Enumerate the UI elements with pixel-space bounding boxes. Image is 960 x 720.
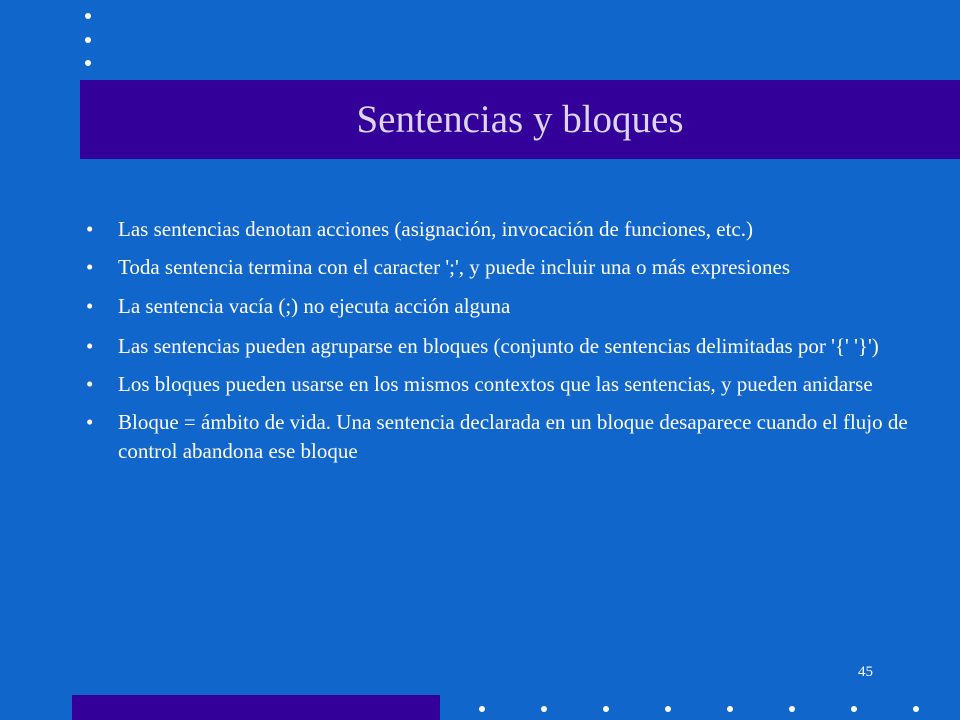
bullet-item [80,215,920,244]
page-number: 45 [858,664,873,680]
slide-title: Sentencias y bloques [356,98,684,141]
decor-dot [789,706,795,712]
decor-dot [665,706,671,712]
bullet-text: Los bloques pueden usarse en los mismos contextos que las sentencias, y pueden anidarse [118,372,873,396]
bullet-text: Bloque = ámbito de vida. Una sentencia declarada en un bloque desaparece cuando el flujo de control abandona ese bloque [118,410,908,463]
bullet-text: Las sentencias pueden agruparse en bloques (conjunto de sentencias delimitadas por '{' '}') [118,334,879,358]
bullet-item [80,408,920,466]
decor-dot [85,60,91,66]
decor-dot [727,706,733,712]
bottom-band [72,695,440,720]
bullet-text: Toda sentencia termina con el caracter ';', y puede incluir una o más expresiones [118,255,790,279]
decor-dot [85,37,91,43]
bullet-item [80,332,920,361]
bullet-item [80,292,920,321]
bullet-item [80,370,920,399]
decor-dot [851,706,857,712]
bullet-item [80,253,920,282]
bullet-icon: • [86,372,94,396]
decor-dot [479,706,485,712]
bullet-icon: • [86,217,94,241]
bullet-list [80,215,920,466]
bullet-text: La sentencia vacía (;) no ejecuta acción alguna [118,294,511,318]
decor-dot [541,706,547,712]
decor-dot [603,706,609,712]
decor-dot [913,706,919,712]
decor-dot [85,13,91,19]
bullet-icon: • [86,294,94,318]
bullet-text: Las sentencias denotan acciones (asignación, invocación de funciones, etc.) [118,217,753,241]
bullet-icon: • [86,255,94,279]
bullet-icon: • [86,410,94,434]
bullet-icon: • [86,334,94,358]
